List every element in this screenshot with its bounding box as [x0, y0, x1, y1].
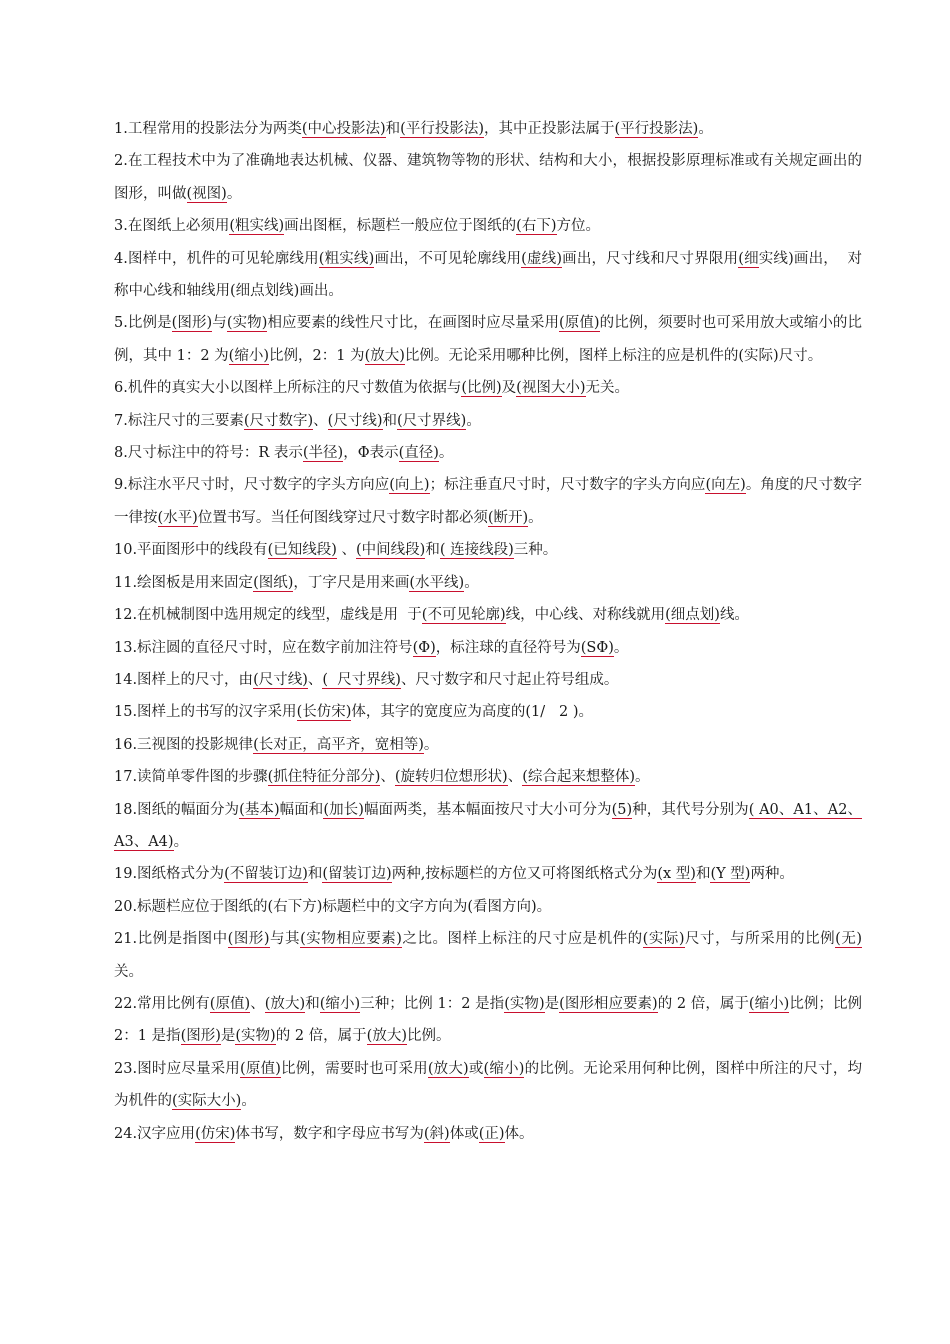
question-item-9 [114, 469, 862, 534]
question-text: 23.图时应尽量采用 [114, 1060, 240, 1077]
question-text: 、 [507, 769, 523, 786]
question-text: 、 [313, 412, 328, 429]
question-text: 的比例，须要时也可采用放大或缩小的比例，其中 1：2 为 [114, 315, 862, 364]
question-text: 。 [423, 736, 439, 753]
question-text: 或 [468, 1060, 484, 1077]
answer-blank: (不可见轮廓) [421, 607, 506, 624]
question-text: 。 [698, 121, 713, 137]
question-text: 、 [380, 769, 395, 786]
answer-blank: (直径) [398, 445, 439, 462]
question-text: 体。 [504, 1125, 534, 1142]
question-text: 。 [464, 574, 479, 591]
answer-blank: (x 型) [657, 866, 696, 883]
answer-blank: (实际大小) [172, 1093, 242, 1110]
answer-blank: (比例) [461, 380, 502, 397]
question-text: 和 [385, 121, 401, 137]
question-text: 1.工程常用的投影法分为两类 [114, 121, 302, 137]
answer-blank: (正) [478, 1125, 505, 1142]
question-item-12 [114, 599, 862, 631]
question-text: 24.汉字应用 [114, 1125, 196, 1142]
question-text: 15.图样上的书写的汉字采用 [114, 704, 297, 721]
answer-blank: (原值) [559, 315, 600, 332]
question-item-11 [114, 567, 862, 599]
answer-blank: (粗实线) [318, 250, 375, 267]
question-text: 画出，尺寸线和尺寸界限用 [562, 250, 739, 267]
question-text: 比例。 [407, 1028, 451, 1045]
question-text: 无关。 [585, 380, 629, 397]
answer-blank: (Y 型) [710, 866, 751, 883]
question-text: 线。 [719, 607, 749, 624]
question-item-18 [114, 794, 862, 859]
question-text: 5.比例是 [114, 315, 172, 332]
question-item-8 [114, 437, 862, 469]
question-text: 。 [528, 509, 543, 526]
question-text: 幅面两类，基本幅面按尺寸大小可分为 [363, 801, 612, 818]
question-text: 方位。 [556, 218, 600, 235]
question-text: ；标注垂直尺寸时，尺寸数字的字头方向应 [429, 477, 706, 494]
answer-blank: (右下) [516, 218, 557, 235]
question-text: 比例，2：1 为 [269, 347, 365, 364]
question-text: 的 2 倍，属于 [275, 1028, 367, 1045]
question-text: 3.在图纸上必须用 [114, 218, 230, 235]
answer-blank: (实物) [504, 995, 545, 1012]
question-text: 、 [336, 542, 356, 559]
question-text: 画出，不可见轮廓线用 [374, 250, 522, 267]
question-text: 。 [613, 639, 629, 656]
question-text: ，丁字尺是用来画 [293, 574, 410, 591]
question-text: 7.标注尺寸的三要素 [114, 412, 244, 429]
question-text: 12.在机械制图中选用规定的线型，虚线是用 于 [114, 607, 422, 624]
question-text: 实线)画出， 对称中心线和轴线用(细点划线)画出。 [114, 250, 862, 300]
answer-blank: ( A0、A1、A2、A3、A4) [114, 801, 863, 850]
question-text: 17.读简单零件图的步骤 [114, 769, 268, 786]
question-item-6 [114, 372, 862, 404]
question-text: 、 [307, 671, 323, 688]
answer-blank: (中间线段) [356, 542, 426, 559]
question-text: 种，其代号分别为 [632, 801, 749, 818]
question-item-7 [114, 405, 862, 437]
answer-blank: (缩小) [748, 995, 790, 1012]
question-text: 幅面和 [279, 801, 324, 818]
question-item-10 [114, 534, 862, 566]
question-item-13 [114, 632, 862, 664]
question-text: 与其 [269, 931, 301, 948]
question-text: 14.图样上的尺寸，由 [114, 671, 254, 688]
question-text: 的比例。无论采用何种比例，图样中所注的尺寸，均为机件的 [114, 1060, 863, 1110]
answer-blank: (虚线) [521, 250, 562, 267]
question-text: 画出图框，标题栏一般应位于图纸的 [284, 218, 517, 235]
question-text: 三种。 [513, 542, 558, 559]
question-text: ，标注球的直径符号为 [435, 639, 581, 656]
question-text: 及 [501, 380, 517, 397]
question-text: 比例，需要时也可采用 [280, 1060, 428, 1077]
answer-blank: (缩小) [483, 1060, 525, 1077]
answer-blank: (实际) [642, 931, 685, 948]
question-text: 。 [241, 1093, 256, 1110]
answer-blank: (缩小) [228, 347, 269, 364]
question-text: 。 [226, 185, 242, 202]
answer-blank: (缩小) [319, 995, 361, 1012]
question-item-22 [114, 988, 867, 1053]
answer-blank: (放大) [427, 1060, 469, 1077]
answer-blank: (图形) [227, 931, 270, 948]
answer-blank: (尺寸线) [327, 412, 383, 429]
question-text: 21.比例是指图中 [114, 931, 228, 948]
answer-blank: (放大) [366, 1028, 407, 1045]
answer-blank: (抓住特征分部分) [267, 769, 381, 786]
question-text: 尺寸，与所采用的比例 [684, 931, 836, 948]
answer-blank: (长对正，高平齐，宽相等) [253, 736, 424, 753]
answer-blank: (尺寸界线) [397, 412, 467, 429]
question-text: 。 [438, 445, 454, 462]
answer-blank: (SΦ) [580, 639, 614, 656]
answer-blank: (无) [835, 931, 863, 948]
question-text: 的 2 倍，属于 [657, 995, 749, 1012]
question-text: 9.标注水平尺寸时，尺寸数字的字头方向应 [114, 477, 390, 494]
question-text: 6.机件的真实大小以图样上所标注的尺寸数值为依据与 [114, 380, 462, 397]
answer-blank: (5) [611, 801, 633, 818]
answer-blank: (已知线段) [267, 542, 337, 559]
question-text: 体，其字的宽度应为高度的(1/ 2 )。 [351, 704, 593, 721]
question-text: 19.图纸格式分为 [114, 866, 225, 883]
question-text: 是 [220, 1028, 236, 1045]
answer-blank: (留装订边) [322, 866, 392, 883]
question-text: 两种。 [750, 866, 794, 883]
question-text: 13.标注圆的直径尺寸时，应在数字前加注符号 [114, 639, 413, 656]
question-text: 和 [305, 995, 320, 1012]
question-item-20 [114, 891, 862, 923]
question-text: 20.标题栏应位于图纸的(右下方)标题栏中的文字方向为(看图方向)。 [114, 898, 552, 915]
question-text: 体或 [449, 1125, 479, 1142]
answer-blank: (向上) [389, 477, 430, 494]
answer-blank: ( 尺寸界线) [322, 671, 401, 688]
answer-blank: (基本) [239, 801, 280, 818]
answer-blank: (放大) [364, 347, 405, 364]
question-item-23 [114, 1053, 862, 1118]
question-text: 和 [425, 542, 440, 559]
question-text: 2.在工程技术中为了准确地表达机械、仪器、建筑物等物的形状、结构和大小，根据投影原理标准或有关规定画出的图形，叫做 [114, 153, 862, 202]
question-text: 18.图纸的幅面分为 [114, 801, 240, 818]
answer-blank: (原值) [209, 995, 251, 1012]
answer-blank: (斜) [423, 1125, 450, 1142]
answer-blank: (原值) [240, 1060, 281, 1077]
answer-blank: (粗实线) [229, 218, 285, 235]
question-item-15 [114, 696, 862, 728]
answer-blank: (长仿宋) [296, 704, 352, 721]
question-text: 和 [307, 866, 323, 883]
question-text: 、 [250, 995, 265, 1012]
answer-blank: (尺寸线) [253, 671, 308, 688]
question-text: 。角度的尺寸数字一律按 [114, 477, 862, 526]
answer-blank: (仿宋) [195, 1125, 236, 1142]
answer-blank: (综合起来想整体) [522, 769, 636, 786]
answer-blank: (向左) [705, 477, 746, 494]
question-item-3 [114, 210, 862, 242]
answer-blank: (水平线) [409, 574, 465, 591]
question-text: 是 [544, 995, 560, 1012]
answer-blank: (中心投影法) [301, 121, 386, 137]
answer-blank: (平行投影法) [400, 121, 484, 137]
answer-blank: (视图大小) [516, 380, 586, 397]
question-text: 相应要素的线性尺寸比，在画图时应尽量采用 [267, 315, 560, 332]
answer-blank: (细点划) [665, 607, 720, 624]
answer-blank: (实物) [235, 1028, 276, 1045]
question-text: 。 [173, 833, 189, 850]
question-text: 比例；比例 2：1 是指 [114, 995, 867, 1045]
question-text: 、尺寸数字和尺寸起止符号组成。 [400, 671, 619, 688]
answer-blank: ( 连接线段) [439, 542, 514, 559]
answer-blank: (旋转归位想形状) [394, 769, 508, 786]
answer-blank: (放大) [264, 995, 306, 1012]
answer-blank: (断开) [487, 509, 529, 526]
question-text: 关。 [114, 963, 143, 980]
question-item-14 [114, 664, 862, 696]
question-text: 比例。无论采用哪种比例，图样上标注的应是机件的(实际)尺寸。 [404, 347, 823, 364]
question-text: 4.图样中，机件的可见轮廓线用 [114, 250, 319, 267]
question-item-4 [114, 243, 862, 308]
answer-blank: (加长) [323, 801, 364, 818]
question-text: 之比。图样上标注的尺寸应是机件的 [401, 931, 643, 948]
question-item-24 [114, 1118, 862, 1150]
question-text: 和 [695, 866, 711, 883]
question-text: 16.三视图的投影规律 [114, 736, 254, 753]
answer-blank: (平行投影法) [614, 121, 699, 137]
question-item-21 [114, 923, 862, 988]
question-text: 8.尺寸标注中的符号：R 表示 [114, 445, 303, 462]
answer-blank: (图纸) [253, 574, 294, 591]
question-text: 两种,按标题栏的方位又可将图纸格式分为 [391, 866, 658, 883]
answer-blank: (水平) [157, 509, 198, 526]
question-list [114, 113, 867, 1150]
answer-blank: (图形) [180, 1028, 221, 1045]
question-text: 线，中心线、对称线就用 [505, 607, 666, 624]
answer-blank: (Φ) [412, 639, 436, 656]
answer-blank: (实物相应要素) [300, 931, 402, 948]
question-item-5 [114, 307, 862, 372]
answer-blank: (尺寸数字) [243, 412, 314, 429]
answer-blank: (细 [738, 250, 759, 267]
answer-blank: (不留装订边) [224, 866, 308, 883]
question-item-1 [114, 113, 862, 145]
question-text: 三种；比例 1：2 是指 [360, 995, 505, 1012]
question-text: 位置书写。当任何图线穿过尺寸数字时都必须 [197, 509, 488, 526]
question-item-19 [114, 858, 862, 890]
question-text: ，Φ表示 [343, 445, 399, 462]
answer-blank: (图形) [171, 315, 213, 332]
question-text: 22.常用比例有 [114, 995, 210, 1012]
question-text: 体书写，数字和字母应书写为 [235, 1125, 424, 1142]
question-item-16 [114, 729, 862, 761]
question-text: 。 [635, 769, 650, 786]
question-text: ，其中正投影法属于 [484, 121, 615, 137]
answer-blank: (视图) [186, 185, 227, 202]
question-text: 与 [212, 315, 227, 332]
answer-blank: (半径) [302, 445, 344, 462]
answer-blank: (图形相应要素) [559, 995, 658, 1012]
question-item-2 [114, 145, 862, 210]
question-text: 和 [382, 412, 397, 429]
question-text: 。 [466, 412, 481, 429]
question-text: 11.绘图板是用来固定 [114, 574, 254, 591]
answer-blank: (实物) [226, 315, 268, 332]
question-text: 10.平面图形中的线段有 [114, 542, 268, 559]
question-item-17 [114, 761, 862, 793]
